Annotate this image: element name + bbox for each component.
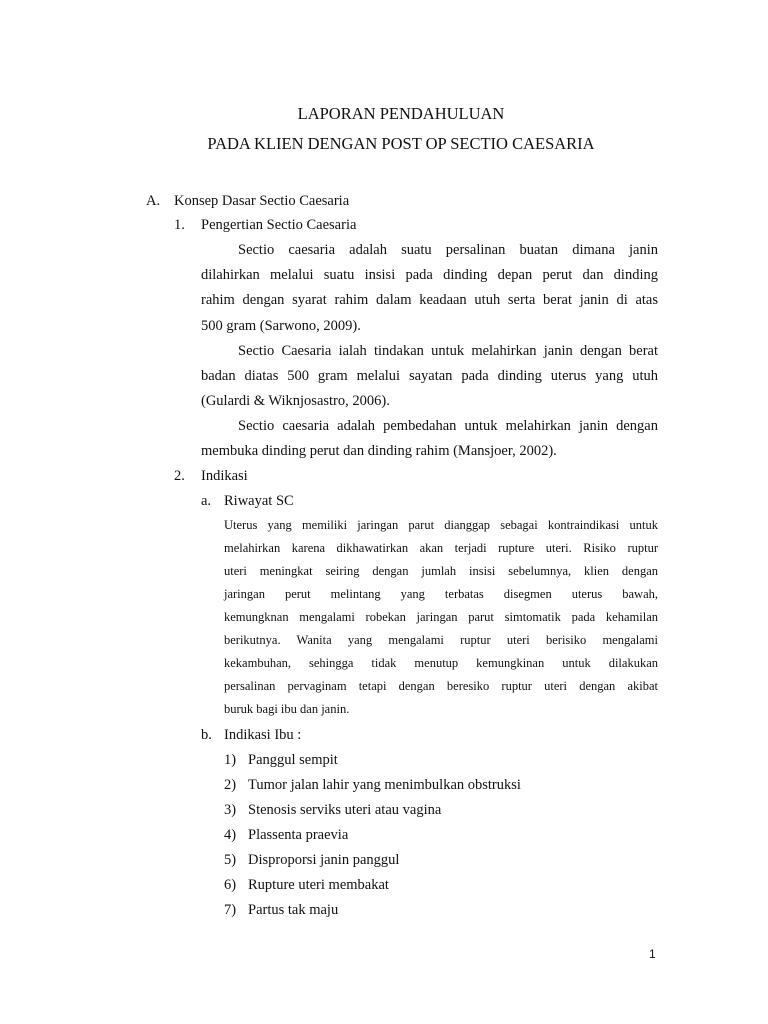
list-item-number: 3) bbox=[224, 802, 237, 818]
paragraph-line: Sectio Caesaria ialah tindakan untuk melahirkan janin dengan berat bbox=[238, 343, 658, 359]
small-paragraph-line: kekambuhan, sehingga tidak menutup kemungkinan untuk dilakukan bbox=[224, 656, 658, 670]
item-2-marker: 2. bbox=[174, 468, 185, 484]
small-paragraph-line: Uterus yang memiliki jaringan parut dianggap sebagai kontraindikasi untuk bbox=[224, 518, 658, 532]
list-item-text: Plassenta praevia bbox=[248, 827, 349, 843]
item-1-marker: 1. bbox=[174, 217, 185, 233]
list-item-text: Tumor jalan lahir yang menimbulkan obstruksi bbox=[248, 777, 521, 793]
list-item-text: Disproporsi janin panggul bbox=[248, 852, 400, 868]
paragraph-line: rahim dengan syarat rahim dalam keadaan utuh serta berat janin di atas bbox=[201, 292, 658, 308]
title-line-1: LAPORAN PENDAHULUAN bbox=[297, 104, 505, 123]
small-paragraph-line: berikutnya. Wanita yang mengalami ruptur uteri berisiko mengalami bbox=[224, 633, 658, 647]
small-paragraph-line: uteri meningkat seiring dengan jumlah insisi sebelumnya, klien dengan bbox=[224, 564, 658, 578]
paragraph-line: Sectio caesaria adalah pembedahan untuk melahirkan janin dengan bbox=[238, 418, 658, 434]
item-1-heading: Pengertian Sectio Caesaria bbox=[201, 217, 357, 233]
paragraph-line: 500 gram (Sarwono, 2009). bbox=[201, 318, 361, 334]
small-paragraph-line: jaringan perut melintang yang terbatas disegmen uterus bawah, bbox=[224, 587, 658, 601]
list-item-text: Stenosis serviks uteri atau vagina bbox=[248, 802, 442, 818]
small-paragraph-line: kemungknan mengalami robekan jaringan parut simtomatik pada kehamilan bbox=[224, 610, 658, 624]
sub-b-heading: Indikasi Ibu : bbox=[224, 727, 302, 743]
title-line-2: PADA KLIEN DENGAN POST OP SECTIO CAESARIA bbox=[207, 134, 595, 153]
list-item-text: Panggul sempit bbox=[248, 752, 338, 768]
sub-b-marker: b. bbox=[201, 727, 212, 743]
list-item-number: 6) bbox=[224, 877, 237, 893]
list-item-number: 2) bbox=[224, 777, 237, 793]
small-paragraph-line: buruk bagi ibu dan janin. bbox=[224, 702, 350, 716]
small-paragraph-line: persalinan pervaginam tetapi dengan beresiko ruptur uteri dengan akibat bbox=[224, 679, 658, 693]
small-paragraph-line: melahirkan karena dikhawatirkan akan terjadi rupture uteri. Risiko ruptur bbox=[224, 541, 658, 555]
sub-a-marker: a. bbox=[201, 493, 212, 509]
list-item-text: Rupture uteri membakat bbox=[248, 877, 389, 893]
item-2-heading: Indikasi bbox=[201, 468, 248, 484]
list-item-number: 1) bbox=[224, 752, 237, 768]
paragraph-line: badan diatas 500 gram melalui sayatan pada dinding uterus yang utuh bbox=[201, 368, 658, 384]
page-number: 1 bbox=[649, 947, 656, 961]
paragraph-line: (Gulardi & Wiknjosastro, 2006). bbox=[201, 393, 390, 409]
section-a-heading: Konsep Dasar Sectio Caesaria bbox=[174, 193, 350, 209]
list-item-text: Partus tak maju bbox=[248, 902, 339, 918]
sub-a-heading: Riwayat SC bbox=[224, 493, 294, 509]
paragraph-line: membuka dinding perut dan dinding rahim (Mansjoer, 2002). bbox=[201, 443, 557, 459]
list-item-number: 5) bbox=[224, 852, 237, 868]
paragraph-line: Sectio caesaria adalah suatu persalinan buatan dimana janin bbox=[238, 242, 658, 258]
list-item-number: 7) bbox=[224, 902, 237, 918]
list-item-number: 4) bbox=[224, 827, 237, 843]
section-a-marker: A. bbox=[146, 193, 161, 209]
paragraph-line: dilahirkan melalui suatu insisi pada dinding depan perut dan dinding bbox=[201, 267, 658, 283]
